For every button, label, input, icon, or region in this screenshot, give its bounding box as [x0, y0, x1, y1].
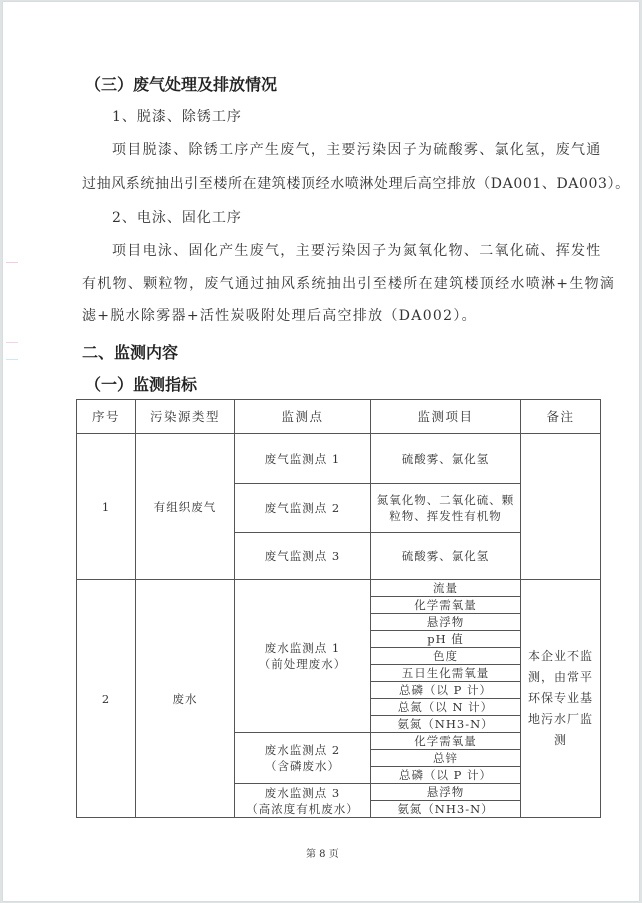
cell-items: [371, 484, 521, 533]
cell-no: 1: [77, 434, 136, 580]
monitoring-table: [76, 399, 601, 818]
remark-line: 测，由常平: [527, 670, 593, 684]
cell-remark: [521, 434, 601, 580]
scan-artifact: [6, 359, 18, 360]
cell-item: 悬浮物: [371, 784, 521, 801]
scan-artifact: [6, 342, 18, 343]
cell-point: [235, 580, 371, 733]
process2-title: 2、电泳、固化工序: [112, 210, 242, 226]
process2-line1: 项目电泳、固化产生废气，主要污染因子为氮氧化物、二氧化硫、挥发性: [112, 243, 602, 259]
cell-item: 化学需氧量: [371, 733, 521, 750]
table-row: [77, 580, 601, 597]
point-name: 废水监测点 1: [264, 641, 341, 655]
cell-source-type: 有组织废气: [136, 434, 235, 580]
cell-point: 废气监测点 2: [235, 484, 371, 533]
remark-line: 测: [553, 733, 567, 747]
sub-heading-indicators: （一）监测指标: [85, 375, 198, 394]
header-point: 监测点: [235, 400, 371, 434]
cell-items: 硫酸雾、氯化氢: [371, 434, 521, 484]
cell-item: 总锌: [371, 750, 521, 767]
header-remark: 备注: [521, 400, 601, 434]
cell-item: 色度: [371, 648, 521, 665]
process2-line2: 有机物、颗粒物，废气通过抽风系统抽出引至楼所在建筑楼顶经水喷淋+生物滴: [82, 276, 616, 292]
cell-item: 化学需氧量: [371, 597, 521, 614]
main-heading-monitoring: 二、监测内容: [82, 343, 179, 362]
remark-line: 地污水厂监: [527, 712, 593, 726]
table-header-row: [77, 400, 601, 434]
cell-point: [235, 784, 371, 818]
cell-point: [235, 733, 371, 784]
process1-title: 1、脱漆、除锈工序: [112, 109, 242, 125]
cell-item: 氨氮（NH3-N）: [371, 716, 521, 733]
cell-item: 悬浮物: [371, 614, 521, 631]
process2-line3: 滤+脱水除雾器+活性炭吸附处理后高空排放（DA002）。: [82, 308, 477, 324]
items-line: 粒物、挥发性有机物: [389, 509, 502, 523]
scan-artifact: [6, 262, 18, 263]
document-page: [3, 2, 639, 901]
process1-line2: 过抽风系统抽出引至楼所在建筑楼顶经水喷淋处理后高空排放（DA001、DA003）。: [82, 176, 630, 192]
cell-items: 硫酸雾、氯化氢: [371, 533, 521, 580]
point-name: 废水监测点 3: [264, 785, 341, 800]
cell-item: 流量: [371, 580, 521, 597]
items-line: 氮氧化物、二氧化硫、颗: [376, 493, 515, 507]
cell-item: 总磷（以 P 计）: [371, 767, 521, 784]
remark-line: 本企业不监: [527, 649, 593, 663]
cell-point: 废气监测点 3: [235, 533, 371, 580]
cell-item: 五日生化需氧量: [371, 665, 521, 682]
cell-item: 总磷（以 P 计）: [371, 682, 521, 699]
remark-line: 环保专业基: [527, 691, 593, 705]
point-desc: （前处理废水）: [258, 657, 347, 671]
cell-item: pH 值: [371, 631, 521, 648]
process1-line1: 项目脱漆、除锈工序产生废气，主要污染因子为硫酸雾、氯化氢，废气通: [112, 142, 602, 158]
section-heading-exhaust: （三）废气处理及排放情况: [85, 75, 278, 94]
cell-source-type: 废水: [136, 580, 235, 818]
header-items: 监测项目: [371, 400, 521, 434]
cell-remark: [521, 580, 601, 818]
point-name: 废水监测点 2: [264, 743, 341, 757]
point-desc: （含磷废水）: [265, 759, 340, 773]
header-no: 序号: [77, 400, 136, 434]
cell-item: 氨氮（NH3-N）: [371, 801, 521, 818]
header-source-type: 污染源类型: [136, 400, 235, 434]
point-desc: （高浓度有机废水）: [246, 801, 359, 816]
cell-no: 2: [77, 580, 136, 818]
cell-point: 废气监测点 1: [235, 434, 371, 484]
cell-item: 总氮（以 N 计）: [371, 699, 521, 716]
table-row: [77, 434, 601, 484]
page-number: 第 8 页: [306, 849, 339, 860]
